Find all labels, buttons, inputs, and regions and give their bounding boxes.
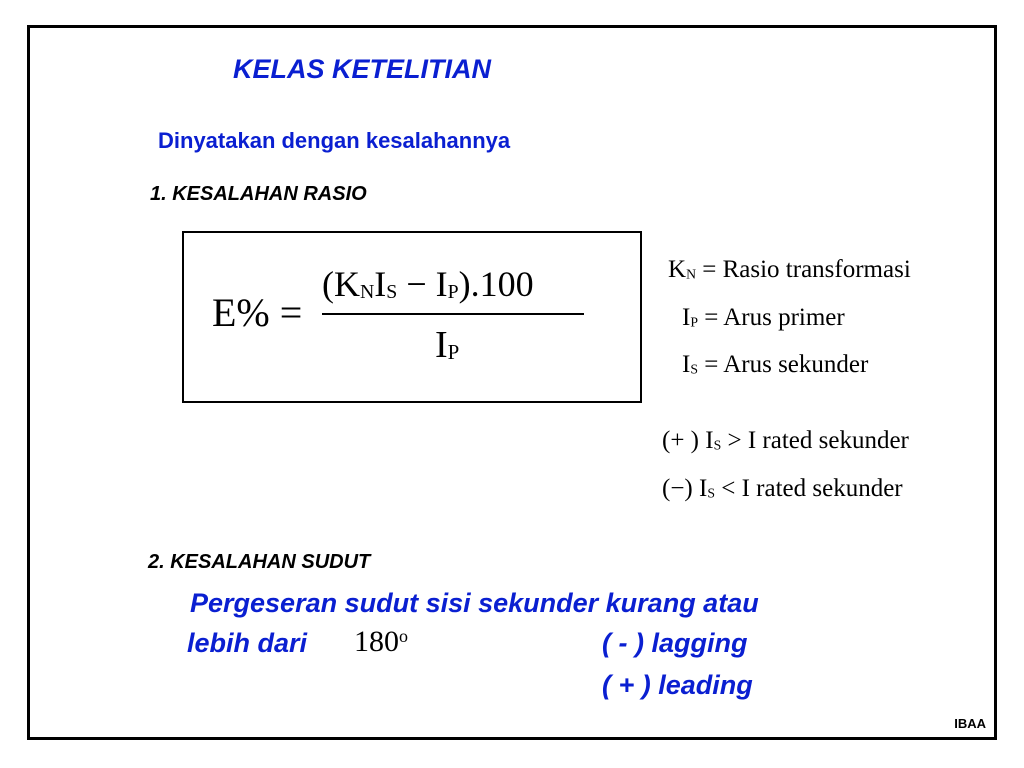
degree-symbol: o <box>399 626 408 646</box>
num-i: I <box>374 264 387 304</box>
fraction-bar <box>322 313 584 315</box>
angle-error-line-1: Pergeseran sudut sisi sekunder kurang atau <box>190 588 759 618</box>
slide-title: KELAS KETELITIAN <box>233 54 492 84</box>
leading-label: ( + ) leading <box>602 670 753 700</box>
cond-sub: S <box>707 485 715 501</box>
section-heading-1: 1. KESALAHAN RASIO <box>150 183 367 205</box>
def-text: = Rasio transformasi <box>696 256 911 283</box>
lagging-label: ( - ) lagging <box>602 628 748 658</box>
def-symbol: I <box>682 304 691 331</box>
def-symbol: I <box>682 351 691 378</box>
section-heading-2: 2. KESALAHAN SUDUT <box>148 551 371 573</box>
slide <box>27 25 997 740</box>
def-symbol: K <box>668 256 687 283</box>
cond-sub: S <box>713 437 722 453</box>
cond-text: > I rated sekunder <box>721 427 909 454</box>
def-sub: N <box>686 266 696 282</box>
condition-positive <box>662 427 909 455</box>
definition-is <box>682 351 868 379</box>
angle-number: 180 <box>354 625 399 658</box>
num-sub-p: P <box>447 280 459 303</box>
cond-prefix: (−) I <box>662 475 708 502</box>
den-i: I <box>435 324 448 366</box>
definition-ip <box>682 304 845 332</box>
def-text: = Arus sekunder <box>697 351 869 378</box>
formula-numerator <box>322 263 534 305</box>
definition-kn <box>668 256 911 284</box>
formula-lhs: E% = <box>212 290 303 335</box>
def-sub: P <box>690 314 698 330</box>
def-sub: S <box>690 361 698 377</box>
num-open: (K <box>322 264 360 304</box>
condition-negative <box>662 475 903 503</box>
angle-value <box>354 625 408 659</box>
def-text: = Arus primer <box>697 304 845 331</box>
formula-box <box>182 231 642 403</box>
formula-denominator <box>435 323 459 367</box>
angle-error-line-2: lebih dari <box>187 628 308 658</box>
slide-subtitle: Dinyatakan dengan kesalahannya <box>158 128 511 153</box>
cond-prefix: (+ ) I <box>662 427 714 454</box>
cond-text: < I rated sekunder <box>714 475 903 502</box>
num-sub-s: S <box>386 280 398 303</box>
num-close: ).100 <box>458 264 534 304</box>
num-minus: − I <box>397 264 448 304</box>
footer-label: IBAA <box>954 716 986 731</box>
den-sub-p: P <box>447 340 460 365</box>
num-sub-n: N <box>360 280 375 303</box>
